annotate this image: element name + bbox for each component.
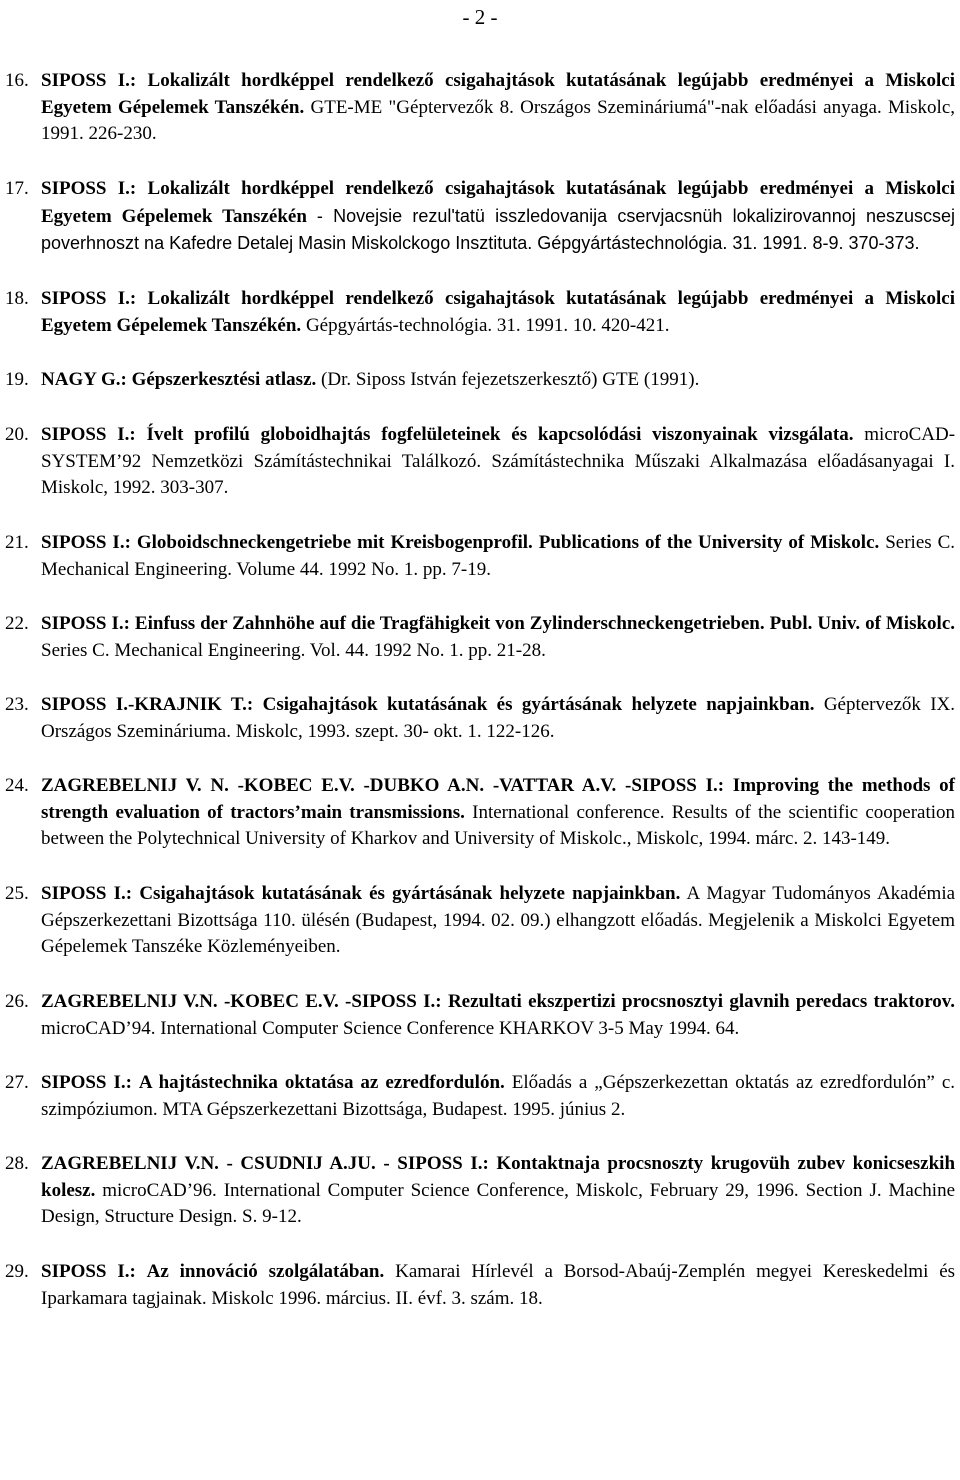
reference-source: - Novejsie rezul'tatü isszledovanija cservjacsnüh lokalizirovannoj neszuscsej poverhnoszt na Kafedre Detalej Masin Miskolckogo Insztituta. Gépgyártástechnológia. 31. 1991. 8-9. 370-373.	[41, 205, 955, 254]
reference-source: microCAD-SYSTEM’92 Nemzetközi Számítástechnikai Találkozó. Számítástechnika Műszaki Alkalmazása előadásanyagai I. Miskolc, 1992. 303-307.	[41, 424, 956, 499]
reference-author: SIPOSS I.:	[41, 424, 136, 445]
reference-title: Az innováció szolgálatában.	[146, 1261, 385, 1282]
reference-number: 28.	[5, 1153, 29, 1174]
reference-entry-25	[0, 881, 960, 961]
reference-source: Kamarai Hírlevél a Borsod-Abaúj-Zemplén megyei Kereskedelmi és Iparkamara tagjainak. Miskolc 1996. március. II. évf. 3. szám. 18.	[41, 1261, 956, 1309]
reference-author: SIPOSS I.:	[41, 288, 137, 309]
reference-number: 25.	[5, 883, 29, 904]
reference-source: A Magyar Tudományos Akadémia Gépszerkezettani Bizottsága 110. ülésén (Budapest, 1994. 02. 09.) elhangzott előadás. Megjelenik a Miskolci Egyetem Gépelemek Tanszéke Közleményeiben.	[41, 883, 956, 958]
reference-title: Kontaktnaja procsnoszty krugovüh zubev konicseszkih kolesz.	[41, 1153, 956, 1201]
reference-title: Csigahajtások kutatásának és gyártásának helyzete napjainkban.	[139, 883, 681, 904]
reference-author: ZAGREBELNIJ V.N. - CSUDNIJ A.JU. - SIPOSS I.:	[41, 1153, 489, 1174]
reference-number: 22.	[5, 613, 29, 634]
reference-entry-22	[0, 611, 960, 664]
reference-source: microCAD’96. International Computer Science Conference, Miskolc, February 29, 1996. Section J. Machine Design, Structure Design. S. 9-12.	[41, 1179, 956, 1228]
reference-entry-18	[0, 286, 960, 339]
reference-number: 20.	[5, 424, 29, 445]
reference-entry-29	[0, 1259, 960, 1312]
reference-title: Gépszerkesztési atlasz.	[131, 369, 317, 390]
reference-author: SIPOSS I.:	[41, 1261, 136, 1282]
reference-author: SIPOSS I.:	[41, 532, 131, 553]
reference-source: microCAD’94. International Computer Science Conference KHARKOV 3-5 May 1994. 64.	[41, 1017, 740, 1039]
reference-entry-17	[0, 176, 960, 258]
reference-number: 18.	[5, 288, 29, 309]
reference-entry-23	[0, 692, 960, 745]
reference-title: Lokalizált hordképpel rendelkező csigahajtások kutatásának legújabb eredményei a Miskolci Egyetem Gépelemek Tanszékén.	[41, 288, 956, 336]
reference-entry-16	[0, 68, 960, 148]
reference-author: SIPOSS I.:	[41, 1072, 132, 1093]
reference-author: SIPOSS I.:	[41, 70, 137, 91]
reference-author: SIPOSS I.-KRAJNIK T.:	[41, 694, 254, 715]
reference-number: 29.	[5, 1261, 29, 1282]
reference-title: Lokalizált hordképpel rendelkező csigahajtások kutatásának legújabb eredményei a Miskolci Egyetem Gépelemek Tanszékén	[41, 178, 956, 227]
reference-number: 24.	[5, 775, 29, 796]
reference-author: SIPOSS I.:	[41, 178, 137, 199]
reference-entry-20	[0, 422, 960, 502]
reference-title: Lokalizált hordképpel rendelkező csigahajtások kutatásának legújabb eredményei a Miskolci Egyetem Gépelemek Tanszékén.	[41, 70, 956, 118]
reference-entry-19	[0, 367, 960, 394]
reference-number: 23.	[5, 694, 29, 715]
reference-title: Improving the methods of strength evaluation of tractors’main transmissions.	[41, 775, 956, 823]
reference-number: 26.	[5, 991, 29, 1012]
reference-title: A hajtástechnika oktatása az ezredfordulón.	[138, 1072, 505, 1093]
reference-entry-26	[0, 989, 960, 1042]
reference-source: Series C. Mechanical Engineering. Vol. 44. 1992 No. 1. pp. 21-28.	[41, 639, 546, 661]
reference-source: Series C. Mechanical Engineering. Volume 44. 1992 No. 1. pp. 7-19.	[41, 532, 956, 580]
reference-source: (Dr. Siposs István fejezetszerkesztő) GTE (1991).	[321, 369, 700, 390]
reference-source: Előadás a „Gépszerkezettan oktatás az ezredfordulón” c. szimpóziumon. MTA Gépszerkezettani Bizottsága, Budapest. 1995. június 2.	[41, 1072, 956, 1120]
reference-source: GTE-ME "Géptervezők 8. Országos Szemináriumá"-nak előadási anyaga. Miskolc, 1991. 226-230.	[41, 96, 955, 145]
reference-title: Globoidschneckengetriebe mit Kreisbogenprofil. Publications of the University of Miskolc.	[136, 532, 880, 553]
reference-title: Rezultati ekszpertizi procsnosztyi glavnih peredacs traktorov.	[447, 991, 956, 1012]
reference-title: Ívelt profilú globoidhajtás fogfelületeinek és kapcsolódási viszonyainak vizsgálata.	[146, 424, 854, 445]
reference-number: 19.	[5, 369, 29, 390]
reference-title: Csigahajtások kutatásának és gyártásának helyzete napjainkban.	[262, 694, 815, 715]
reference-author: SIPOSS I.:	[41, 613, 130, 634]
reference-author: ZAGREBELNIJ V. N. -KOBEC E.V. -DUBKO A.N. -VATTAR A.V. -SIPOSS I.:	[41, 775, 725, 796]
reference-author: NAGY G.:	[41, 369, 127, 390]
reference-number: 16.	[5, 70, 29, 91]
reference-entry-24	[0, 773, 960, 853]
reference-source: Géptervezők IX. Országos Szemináriuma. Miskolc, 1993. szept. 30- okt. 1. 122-126.	[41, 694, 956, 742]
reference-entry-28	[0, 1151, 960, 1231]
reference-number: 21.	[5, 532, 29, 553]
reference-source: Gépgyártás-technológia. 31. 1991. 10. 420-421.	[305, 314, 670, 336]
reference-source: International conference. Results of the scientific cooperation between the Polytechnical University of Kharkov and University of Miskolc., Miskolc, 1994. márc. 2. 143-149.	[41, 801, 956, 850]
reference-number: 17.	[5, 178, 29, 199]
reference-author: ZAGREBELNIJ V.N. -KOBEC E.V. -SIPOSS I.:	[41, 991, 442, 1012]
reference-author: SIPOSS I.:	[41, 883, 133, 904]
reference-number: 27.	[5, 1072, 29, 1093]
reference-title: Einfuss der Zahnhöhe auf die Tragfähigkeit von Zylinderschneckengetrieben. Publ. Univ. of Miskolc.	[134, 613, 956, 634]
reference-entry-27	[0, 1070, 960, 1123]
page-number: - 2 -	[462, 5, 498, 29]
reference-entry-21	[0, 530, 960, 583]
